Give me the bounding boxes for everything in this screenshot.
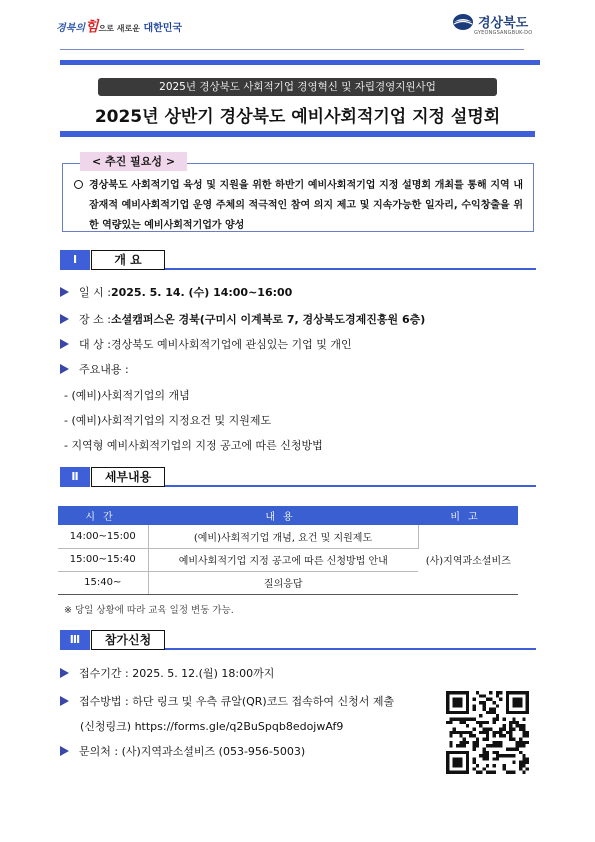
triangle-bullet-icon	[60, 746, 69, 756]
cell-content: 예비사회적기업 지정 공고에 따른 신청방법 안내	[148, 548, 418, 571]
overview-contents-label: 주요내용 :	[79, 363, 129, 376]
section-3-title: 참가신청	[91, 630, 165, 650]
col-header-time: 시간	[58, 506, 148, 525]
section-2-title: 세부내용	[91, 467, 165, 487]
col-header-content: 내용	[148, 506, 418, 525]
overview-date-label: 일 시 :	[79, 286, 111, 299]
section-2-header	[60, 467, 536, 487]
gyeongsangbuk-do-logo	[452, 12, 548, 40]
section-1-title: 개 요	[91, 250, 165, 270]
contact-text: 문의처 : (사)지역과소셜비즈 (053-956-5003)	[79, 745, 306, 758]
circle-bullet-icon	[74, 180, 83, 189]
table-header-row	[58, 506, 518, 525]
slogan-part4: 대한민국	[143, 23, 183, 34]
title-underline	[60, 131, 535, 137]
project-banner: 2025년 경상북도 사회적기업 경영혁신 및 자립경영지원사업	[98, 78, 497, 96]
cell-content: (예비)사회적기업 개념, 요건 및 지원제도	[148, 525, 418, 548]
logo-name: 경상북도	[478, 16, 529, 31]
section-3-rule	[165, 648, 536, 650]
overview-date	[60, 284, 292, 300]
cell-time: 14:00~15:00	[58, 525, 148, 548]
triangle-bullet-icon	[60, 339, 69, 349]
cell-time: 15:00~15:40	[58, 548, 148, 571]
triangle-bullet-icon	[60, 287, 69, 297]
triangle-bullet-icon	[60, 696, 69, 706]
overview-target-value: 경상북도 예비사회적기업에 관심있는 기업 및 개인	[110, 338, 352, 351]
content-item: - (예비)사회적기업의 지정요건 및 지원제도	[64, 414, 272, 427]
triangle-bullet-icon	[60, 668, 69, 678]
qr-code-icon[interactable]	[446, 690, 529, 775]
apply-period	[60, 665, 274, 681]
overview-target	[60, 336, 352, 352]
apply-period-text: 접수기간 : 2025. 5. 12.(월) 18:00까지	[79, 667, 275, 680]
overview-date-value: 2025. 5. 14. (수) 14:00~16:00	[110, 286, 293, 299]
need-text: 경상북도 사회적기업 육성 및 지원을 위한 하반기 예비사회적기업 지정 설명회 개최를 통해 지역 내 잠재적 예비사회적기업 운영 주체의 적극적인 참여 의지 제고 및 지속가능한 일자리, 수익창출을 위한 역량있는 예비사회적기업가 양성	[89, 180, 523, 231]
apply-link[interactable]: (신청링크) https://forms.gle/q2BuSpqb8edojwAf9	[80, 720, 344, 733]
header-accent-bar	[60, 60, 540, 65]
overview-place	[60, 311, 425, 327]
page-header	[0, 0, 595, 50]
section-3-number: Ⅲ	[60, 630, 90, 650]
section-1-rule	[165, 268, 536, 270]
schedule-note: ※ 당일 상황에 따라 교육 일정 변동 가능.	[64, 605, 234, 616]
slogan-part2: 힘	[84, 19, 99, 35]
slogan-part1: 경북의	[56, 23, 85, 34]
logo-subtitle: GYEONGSANGBUK-DO	[474, 30, 533, 36]
overview-target-label: 대 상 :	[79, 338, 111, 351]
section-2-rule	[165, 485, 536, 487]
section-2-number: Ⅱ	[60, 467, 90, 487]
cell-content: 질의응답	[148, 571, 418, 594]
table-row	[58, 525, 518, 548]
header-divider	[60, 49, 524, 50]
need-tag: < 추진 필요성 >	[80, 152, 187, 171]
slogan	[56, 16, 182, 36]
slogan-part3: 으로 새로운	[98, 24, 140, 33]
overview-contents	[60, 361, 129, 377]
content-item: - (예비)사회적기업의 개념	[64, 389, 190, 402]
schedule-table	[58, 506, 518, 595]
overview-place-value: 소셜캠퍼스온 경북(구미시 이계북로 7, 경상북도경제진흥원 6층)	[110, 313, 426, 326]
cell-time: 15:40~	[58, 571, 148, 594]
section-1-number: Ⅰ	[60, 250, 90, 270]
content-item: - 지역형 예비사회적기업의 지정 공고에 따른 신청방법	[64, 439, 323, 452]
contact-info	[60, 743, 305, 759]
gyeongsangbuk-do-logo-icon	[452, 13, 474, 31]
apply-method-text: 접수방법 : 하단 링크 및 우측 큐알(QR)코드 접속하여 신청서 제출	[79, 695, 395, 708]
section-1-header	[60, 250, 536, 270]
triangle-bullet-icon	[60, 364, 69, 374]
section-3-header	[60, 630, 536, 650]
triangle-bullet-icon	[60, 314, 69, 324]
page-title: 2025년 상반기 경상북도 예비사회적기업 지정 설명회	[94, 107, 501, 127]
cell-remark: (사)지역과소셜비즈	[418, 525, 518, 594]
col-header-remark: 비고	[418, 506, 518, 525]
apply-method	[60, 693, 394, 709]
overview-place-label: 장 소 :	[79, 313, 111, 326]
